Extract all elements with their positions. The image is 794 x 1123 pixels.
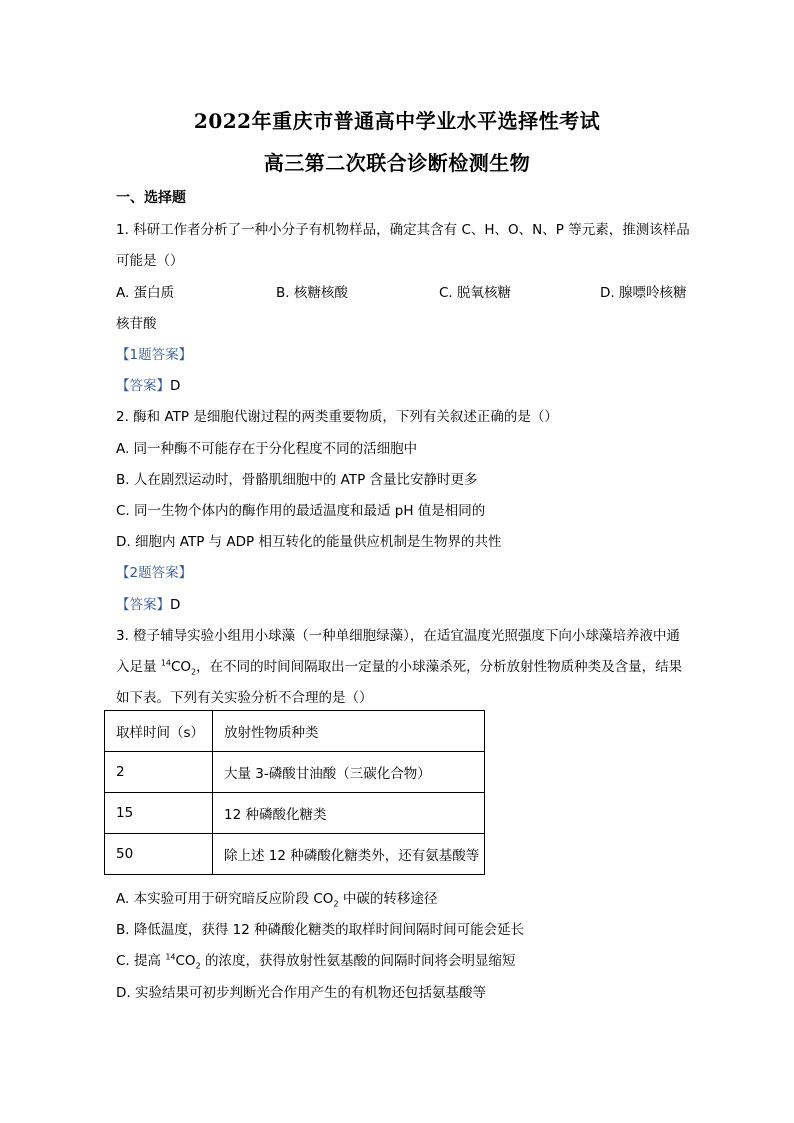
q3-option-d: D. 实验结果可初步判断光合作用产生的有机物还包括氨基酸等 bbox=[116, 985, 486, 1001]
exam-subtitle: 高三第二次联合诊断检测生物 bbox=[263, 151, 531, 175]
formula-subscript: 2 bbox=[333, 899, 339, 909]
text-run: 的浓度，获得放射性氨基酸的间隔时间将会明显缩短 bbox=[200, 953, 516, 969]
q1-option-b: B. 核糖核酸 bbox=[276, 285, 348, 301]
q2-option-b: B. 人在剧烈运动时，骨骼肌细胞中的 ATP 含量比安静时更多 bbox=[116, 472, 478, 488]
answer-label: 【答案】 bbox=[116, 378, 170, 394]
isotope-superscript: 14 bbox=[165, 952, 176, 962]
text-run: CO bbox=[170, 659, 192, 675]
table-row bbox=[105, 793, 485, 834]
q2-option-c: C. 同一生物个体内的酶作用的最适温度和最适 pH 值是相同的 bbox=[116, 503, 486, 519]
q1-option-d: D. 腺嘌呤核糖 bbox=[600, 285, 687, 301]
text-run: 中碳的转移途径 bbox=[338, 891, 438, 907]
table-cell: 大量 3-磷酸甘油酸（三碳化合物） bbox=[213, 752, 485, 793]
q1-stem-line2: 可能是（） bbox=[116, 253, 184, 269]
table-header-cell: 取样时间（s） bbox=[105, 711, 213, 752]
table-row bbox=[105, 834, 485, 875]
text-run: ，在不同的时间间隔取出一定量的小球藻杀死，分析放射性物质种类及含量，结果 bbox=[196, 659, 683, 675]
q3-stem-line2 bbox=[116, 655, 682, 675]
q2-option-d: D. 细胞内 ATP 与 ADP 相互转化的能量供应机制是生物界的共性 bbox=[116, 534, 502, 550]
q3-option-b: B. 降低温度，获得 12 种磷酸化糖类的取样时间间隔时间可能会延长 bbox=[116, 922, 525, 938]
q1-option-d-continued: 核苷酸 bbox=[116, 316, 157, 332]
section-heading: 一、选择题 bbox=[116, 190, 186, 206]
text-run: A. 本实验可用于研究暗反应阶段 CO bbox=[116, 891, 334, 907]
table-row bbox=[105, 752, 485, 793]
exam-title: 2022年重庆市普通高中学业水平选择性考试 bbox=[193, 109, 601, 133]
formula-subscript: 2 bbox=[195, 961, 201, 971]
table-cell: 2 bbox=[105, 752, 213, 793]
q1-answer bbox=[116, 374, 180, 394]
text-run: 入足量 bbox=[116, 659, 161, 675]
answer-value: D bbox=[170, 378, 181, 394]
results-table bbox=[104, 710, 485, 875]
q3-option-c bbox=[116, 949, 515, 969]
text-run: C. 提高 bbox=[116, 953, 166, 969]
table-cell: 15 bbox=[105, 793, 213, 834]
q1-option-a: A. 蛋白质 bbox=[116, 285, 175, 301]
table-cell: 50 bbox=[105, 834, 213, 875]
answer-value: D bbox=[170, 597, 181, 613]
q2-option-a: A. 同一种酶不可能存在于分化程度不同的活细胞中 bbox=[116, 441, 418, 457]
table-cell: 除上述 12 种磷酸化糖类外，还有氨基酸等 bbox=[213, 834, 485, 875]
q3-stem-line3: 如下表。下列有关实验分析不合理的是（） bbox=[116, 690, 373, 706]
q2-answer-tag: 【2题答案】 bbox=[116, 565, 193, 581]
q1-answer-tag: 【1题答案】 bbox=[116, 347, 193, 363]
q3-stem-line1: 3. 橙子辅导实验小组用小球藻（一种单细胞绿藻），在适宜温度光照强度下向小球藻培养液中通 bbox=[116, 628, 680, 644]
answer-label: 【答案】 bbox=[116, 597, 170, 613]
table-cell: 12 种磷酸化糖类 bbox=[213, 793, 485, 834]
q1-stem-line1: 1. 科研工作者分析了一种小分子有机物样品，确定其含有 C、H、O、N、P 等元素，推测该样品 bbox=[116, 222, 690, 238]
formula-subscript: 2 bbox=[191, 667, 197, 677]
table-header-row bbox=[105, 711, 485, 752]
table-header-cell: 放射性物质种类 bbox=[213, 711, 485, 752]
q2-stem: 2. 酶和 ATP 是细胞代谢过程的两类重要物质，下列有关叙述正确的是（） bbox=[116, 409, 558, 425]
isotope-superscript: 14 bbox=[160, 658, 171, 668]
q2-answer bbox=[116, 593, 180, 613]
text-run: CO bbox=[175, 953, 196, 969]
q3-option-a bbox=[116, 887, 437, 907]
q1-option-c: C. 脱氧核糖 bbox=[439, 285, 512, 301]
